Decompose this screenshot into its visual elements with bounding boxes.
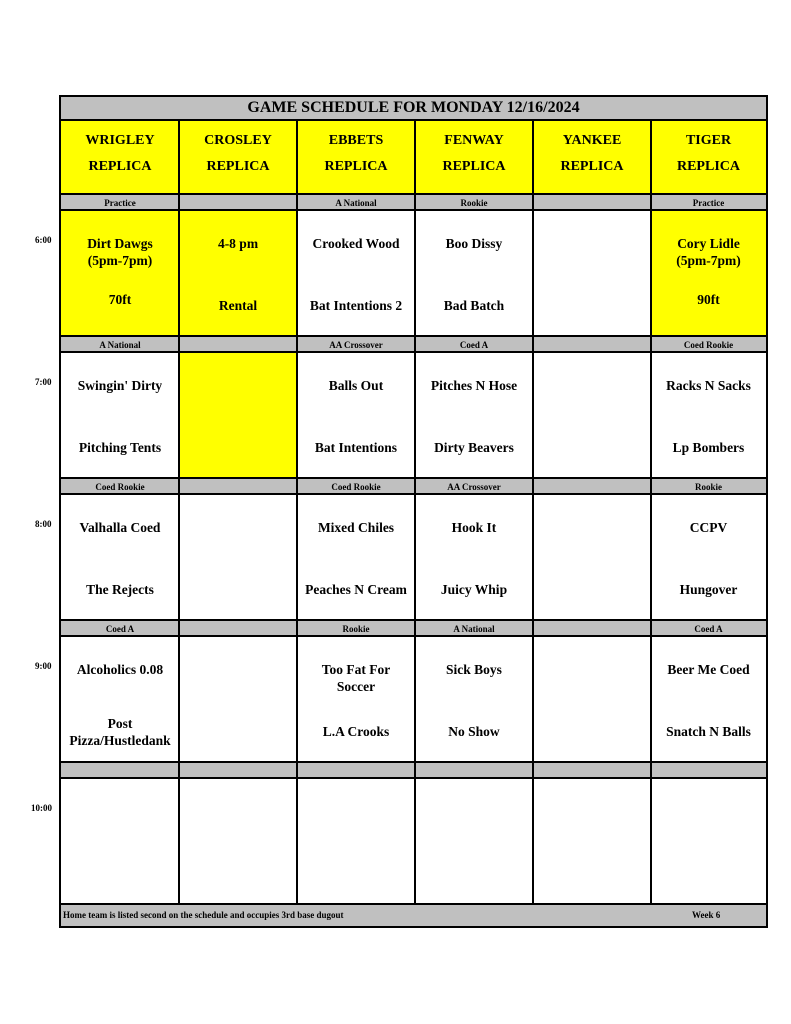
team-away: Alcoholics 0.08 <box>76 662 164 677</box>
game-cell <box>179 211 297 335</box>
team-home: Juicy Whip <box>440 582 508 597</box>
team-away: 4-8 pm <box>217 236 259 251</box>
division-label: A National <box>61 337 179 353</box>
game-cell <box>533 211 651 335</box>
team-home: Pitching Tents <box>78 440 162 455</box>
division-label: Coed Rookie <box>651 337 766 353</box>
team-away: Sick Boys <box>446 662 502 677</box>
game-cell <box>651 211 766 335</box>
team-home: Snatch N Balls <box>666 724 751 739</box>
field-type: REPLICA <box>324 159 388 174</box>
game-cell <box>297 779 415 903</box>
game-cell <box>179 779 297 903</box>
game-cell <box>297 353 415 477</box>
field-type: REPLICA <box>206 159 270 174</box>
division-label: AA Crossover <box>297 337 415 353</box>
game-cell <box>297 637 415 761</box>
game-cell <box>651 637 766 761</box>
game-cell <box>651 353 766 477</box>
grid-line <box>296 121 298 903</box>
team-away: Cory Lidle (5pm-7pm) <box>676 236 741 268</box>
field-type: REPLICA <box>442 159 506 174</box>
field-name: EBBETS <box>328 133 384 148</box>
grid-line <box>414 121 416 903</box>
game-cell <box>415 637 533 761</box>
division-label: A National <box>415 621 533 637</box>
team-home: L.A Crooks <box>322 724 390 739</box>
team-away: CCPV <box>689 520 728 535</box>
field-name: YANKEE <box>562 133 622 148</box>
field-header <box>179 121 297 195</box>
team-home: Rental <box>218 298 258 313</box>
field-header <box>61 121 179 195</box>
field-name: CROSLEY <box>204 133 272 148</box>
division-label: AA Crossover <box>415 479 533 495</box>
team-away: Pitches N Hose <box>430 378 518 393</box>
division-label: Rookie <box>297 621 415 637</box>
team-away: Swingin' Dirty <box>77 378 163 393</box>
team-away: Beer Me Coed <box>667 662 750 677</box>
field-type: REPLICA <box>88 159 152 174</box>
grid-line <box>650 121 652 903</box>
game-cell <box>533 353 651 477</box>
game-cell <box>415 779 533 903</box>
field-name: TIGER <box>685 133 732 148</box>
division-label: Rookie <box>651 479 766 495</box>
field-header <box>533 121 651 195</box>
team-home: Lp Bombers <box>672 440 745 455</box>
game-cell <box>533 637 651 761</box>
game-cell <box>533 495 651 619</box>
game-cell <box>297 211 415 335</box>
team-home: The Rejects <box>86 582 154 597</box>
game-cell <box>415 495 533 619</box>
game-cell <box>61 779 179 903</box>
division-label: Practice <box>61 195 179 211</box>
team-home: 70ft <box>108 292 132 307</box>
footer-note: Home team is listed second on the schedule and occupies 3rd base dugout <box>63 910 344 920</box>
grid-line <box>532 121 534 903</box>
team-home: Dirty Beavers <box>434 440 514 455</box>
division-label: Coed A <box>415 337 533 353</box>
field-type: REPLICA <box>560 159 624 174</box>
team-away: Valhalla Coed <box>79 520 161 535</box>
team-home: Post Pizza/Hustledank <box>69 716 171 748</box>
team-away: Crooked Wood <box>312 236 400 251</box>
division-label: Coed Rookie <box>61 479 179 495</box>
team-away: Balls Out <box>328 378 384 393</box>
game-cell <box>297 495 415 619</box>
team-away: Too Fat For Soccer <box>321 662 391 694</box>
game-cell <box>61 211 179 335</box>
time-label: 7:00 <box>35 377 52 387</box>
team-away: Boo Dissy <box>445 236 503 251</box>
team-home: Hungover <box>679 582 738 597</box>
schedule-table <box>59 95 768 928</box>
division-label: Practice <box>651 195 766 211</box>
game-cell <box>179 637 297 761</box>
team-home: Peaches N Cream <box>305 582 407 597</box>
time-label: 6:00 <box>35 235 52 245</box>
team-home: Bat Intentions <box>314 440 398 455</box>
game-cell <box>415 353 533 477</box>
time-label: 10:00 <box>31 803 52 813</box>
game-cell <box>179 495 297 619</box>
field-type: REPLICA <box>676 159 740 174</box>
week-label: Week 6 <box>692 910 721 920</box>
field-header <box>297 121 415 195</box>
team-away: Hook It <box>451 520 497 535</box>
division-label: Coed A <box>651 621 766 637</box>
team-home: 90ft <box>697 292 720 307</box>
field-name: FENWAY <box>444 133 504 148</box>
game-cell <box>61 637 179 761</box>
time-label: 9:00 <box>35 661 52 671</box>
game-cell <box>61 495 179 619</box>
division-label: A National <box>297 195 415 211</box>
team-home: Bat Intentions 2 <box>309 298 403 313</box>
game-cell <box>61 353 179 477</box>
division-label: Coed A <box>61 621 179 637</box>
team-home: No Show <box>448 724 500 739</box>
game-cell <box>651 779 766 903</box>
division-label: Coed Rookie <box>297 479 415 495</box>
schedule-footer <box>61 903 766 926</box>
team-home: Bad Batch <box>443 298 505 313</box>
game-cell <box>179 353 297 477</box>
schedule-title: GAME SCHEDULE FOR MONDAY 12/16/2024 <box>61 97 766 121</box>
game-cell <box>533 779 651 903</box>
grid-line <box>178 121 180 903</box>
field-name: WRIGLEY <box>85 133 155 148</box>
team-away: Racks N Sacks <box>666 378 751 393</box>
game-cell <box>415 211 533 335</box>
division-label: Rookie <box>415 195 533 211</box>
field-header <box>651 121 766 195</box>
field-header <box>415 121 533 195</box>
game-cell <box>651 495 766 619</box>
team-away: Mixed Chiles <box>317 520 395 535</box>
team-away: Dirt Dawgs (5pm-7pm) <box>87 236 153 268</box>
time-label: 8:00 <box>35 519 52 529</box>
